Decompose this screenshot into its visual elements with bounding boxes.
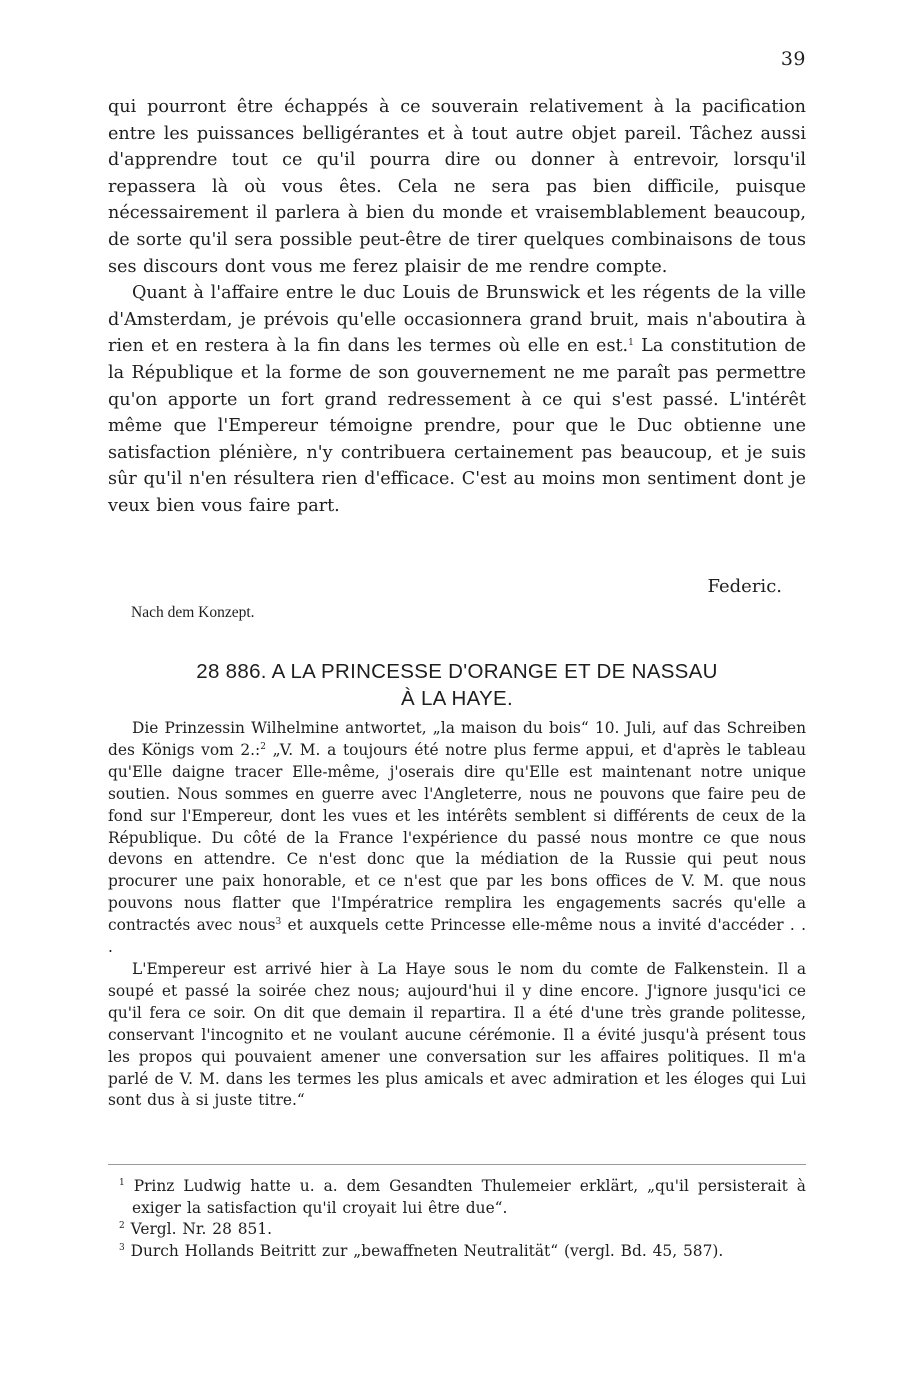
heading-line-2: À LA HAYE. — [400, 687, 513, 710]
footnotes — [108, 1176, 806, 1262]
note-paragraph-2: L'Empereur est arrivé hier à La Haye sous le nom du comte de Falkenstein. Il a soupé et passé la soirée chez nous; aujourd'hui il y dine encore. J'ignore jusqu'ici ce qu'il fera ce soir. On dit que demain il repartira. Il a été d'une très grande politesse, conservant l'incognito et ne voulant aucune cérémonie. Il a évité jusqu'à présent tous les propos qui pouvaient amener une conversation sur les affaires politiques. Il m'a parlé de V. M. dans les termes les plus amicals et avec admiration et les éloges qui Lui sont dus à si juste titre.“ — [108, 959, 806, 1110]
letter-body — [108, 94, 806, 520]
footnote-1-text: Prinz Ludwig hatte u. a. dem Gesandten Thulemeier erklärt, „qu'il persisterait à exiger la satisfaction qu'il croyait lui être due“. — [132, 1177, 806, 1217]
page-number: 39 — [780, 48, 806, 70]
footnote-divider — [108, 1164, 806, 1165]
footnote-mark-3: 3 — [119, 1242, 125, 1253]
footnote-mark-1: 1 — [119, 1178, 125, 1188]
letter-heading — [108, 658, 806, 712]
signature: Federic. — [707, 576, 782, 597]
footnote-ref-2[interactable]: 2 — [260, 741, 266, 752]
body-paragraph-2-text-b: La constitution de la République et la forme de son gouvernement ne me paraît pas permettre qu'on apporte un fort grand redressement à ce qui s'est passé. L'intérêt même que l'Empereur témoigne prendre, pour que le Duc obtienne une satisfaction plénière, n'y contribuera certainement pas beaucoup, et je suis sûr qu'il n'en résultera rien d'efficace. C'est au moins mon sentiment dont je veux bien vous faire part. — [108, 336, 806, 516]
body-paragraph-2-text-a: Quant à l'affaire entre le duc Louis de Brunswick et les régents de la ville d'Amsterdam, je prévois qu'elle occasionnera grand bruit, mais n'aboutira à rien et en restera à la fin dans les termes où elle en est. — [108, 283, 806, 357]
footnote-ref-3[interactable]: 3 — [275, 917, 282, 928]
footnote-3-text: Durch Hollands Beitritt zur „bewaffneten Neutralität“ (vergl. Bd. 45, 587). — [130, 1241, 724, 1260]
editorial-note — [108, 718, 806, 1112]
heading-line-1: 28 886. A LA PRINCESSE D'ORANGE ET DE NASSAU — [196, 660, 718, 683]
note-paragraph-1 — [108, 718, 806, 959]
footnote-3 — [108, 1241, 806, 1263]
footnote-1 — [108, 1176, 806, 1219]
footnote-mark-2: 2 — [119, 1221, 125, 1231]
note-paragraph-1-text-b: „V. M. a toujours été notre plus ferme appui, et d'après le tableau qu'Elle daigne tracer Elle-même, j'oserais dire qu'Elle est maintenant notre unique soutien. Nous sommes en guerre avec l'Angleterre, nous ne pouvons que faire peu de fond sur l'Empereur, dont les vues et les intérêts semblent si différents de ceux de la République. Du côté de la France l'expérience du passé nous montre ce que nous devons en attendre. Ce n'est donc que la médiation de la Russie qui peut nous procurer une paix honorable, et ce n'est que par les bons offices de V. M. que nous pouvons nous flatter que l'Impératrice remplira les engagements sacrés qu'elle a contractés avec nous — [108, 740, 806, 935]
note-paragraph-1-text-a: Die Prinzessin Wilhelmine antwortet, „la maison du bois“ 10. Juli, auf das Schreiben des Königs vom 2.: — [108, 719, 806, 759]
footnote-2-text: Vergl. Nr. 28 851. — [130, 1220, 273, 1238]
body-paragraph-1: qui pourront être échappés à ce souverain relativement à la pacification entre les puissances belligérantes et à tout autre objet pareil. Tâchez aussi d'apprendre tout ce qu'il pourra dire ou donner à entrevoir, lorsqu'il repassera là où vous êtes. Cela ne sera pas bien difficile, puisque nécessairement il parlera à bien du monde et vraisemblablement beaucoup, de sorte qu'il sera possible peut-être de tirer quelques combinaisons de tous ses discours dont vous me ferez plaisir de me rendre compte. — [108, 97, 806, 277]
source-note: Nach dem Konzept. — [131, 604, 255, 621]
body-paragraph-2 — [108, 280, 806, 519]
footnote-2 — [108, 1219, 806, 1241]
footnote-ref-1[interactable]: 1 — [628, 338, 634, 349]
note-paragraph-1-text-c: et auxquels cette Princesse elle-même nous a invité d'accéder . . . — [108, 916, 806, 957]
